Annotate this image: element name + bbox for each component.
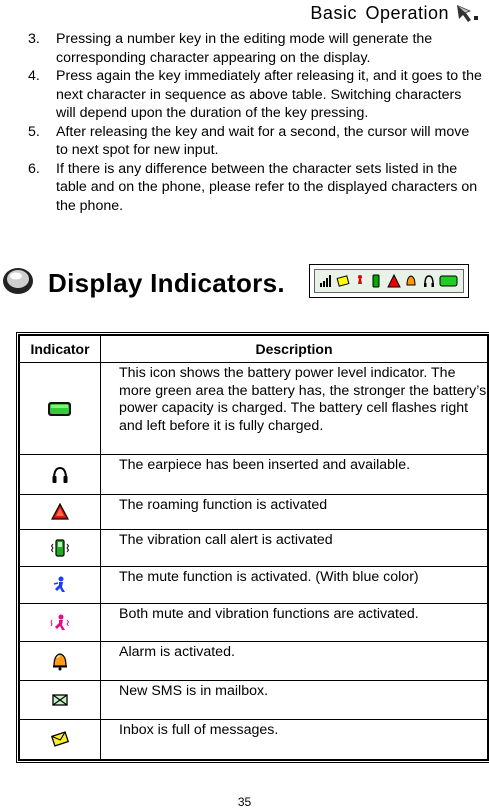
vibration-icon bbox=[369, 274, 383, 288]
earpiece-icon bbox=[50, 465, 70, 485]
list-item-text: Pressing a number key in the editing mode will generate the corresponding character appearing on the display. bbox=[56, 31, 433, 66]
row-description: The mute function is activated. (With blue color) bbox=[101, 567, 489, 604]
vibration-icon bbox=[50, 538, 70, 558]
list-item-number: 3. bbox=[28, 31, 40, 47]
list-item-text: After releasing the key and wait for a second, the cursor will move to next spot for new input. bbox=[56, 123, 470, 158]
table-row bbox=[19, 495, 488, 530]
mute-icon bbox=[50, 575, 70, 595]
row-description: The roaming function is activated bbox=[101, 495, 489, 530]
list-item bbox=[28, 160, 484, 216]
column-header-description: Description bbox=[101, 335, 489, 363]
section-heading bbox=[2, 264, 285, 298]
instruction-list bbox=[28, 30, 484, 215]
inbox-full-icon bbox=[50, 729, 70, 749]
signal-icon bbox=[319, 274, 333, 288]
row-description: This icon shows the battery power level indicator. The more green area the battery has, the stronger the battery’s power capacity is charged. The battery cell flashes right and left before it is fully charged. bbox=[101, 363, 489, 455]
battery-icon bbox=[47, 400, 73, 418]
mute-vibration-icon bbox=[354, 274, 366, 288]
earpiece-icon bbox=[422, 274, 436, 288]
page-header bbox=[310, 0, 481, 26]
alarm-icon bbox=[404, 274, 418, 288]
list-item bbox=[28, 30, 484, 67]
list-item bbox=[28, 67, 484, 123]
indicator-status-bar bbox=[309, 264, 469, 298]
arrow-pointer-icon bbox=[455, 2, 481, 24]
row-description: Both mute and vibration functions are activated. bbox=[101, 604, 489, 642]
mute-vibration-icon bbox=[50, 613, 70, 633]
section-bullet-icon bbox=[2, 264, 34, 296]
indicator-table bbox=[18, 334, 489, 761]
list-item-number: 6. bbox=[28, 160, 40, 177]
inbox-full-icon bbox=[336, 274, 350, 288]
table-row bbox=[19, 604, 488, 642]
battery-icon bbox=[439, 275, 459, 287]
row-description: Inbox is full of messages. bbox=[101, 720, 489, 760]
page-number: 35 bbox=[237, 795, 252, 809]
header-title: Basic Operation bbox=[310, 2, 449, 23]
table-row bbox=[19, 642, 488, 681]
roaming-icon bbox=[387, 274, 401, 288]
roaming-icon bbox=[50, 502, 70, 522]
section-title: Display Indicators. bbox=[48, 268, 285, 298]
list-item bbox=[28, 123, 484, 160]
table-row bbox=[19, 681, 488, 720]
new-sms-icon bbox=[50, 690, 70, 710]
row-description: The earpiece has been inserted and available. bbox=[101, 455, 489, 495]
row-description: The vibration call alert is activated bbox=[101, 530, 489, 567]
alarm-icon bbox=[50, 651, 70, 671]
table-row bbox=[19, 720, 488, 760]
list-item-text: If there is any difference between the character sets listed in the table and on the phone, please refer to the displayed characters on the phone. bbox=[56, 160, 478, 214]
table-row bbox=[19, 363, 488, 455]
row-description: New SMS is in mailbox. bbox=[101, 681, 489, 720]
table-row bbox=[19, 530, 488, 567]
table-row bbox=[19, 567, 488, 604]
list-item-text: Press again the key immediately after releasing it, and it goes to the next character in sequence as above table. Switching characters will depend upon the duration of the key pressing. bbox=[56, 68, 482, 121]
column-header-indicator: Indicator bbox=[19, 335, 101, 363]
list-item-number: 4. bbox=[28, 68, 40, 84]
row-description: Alarm is activated. bbox=[101, 642, 489, 681]
table-row bbox=[19, 455, 488, 495]
list-item-number: 5. bbox=[28, 123, 40, 140]
